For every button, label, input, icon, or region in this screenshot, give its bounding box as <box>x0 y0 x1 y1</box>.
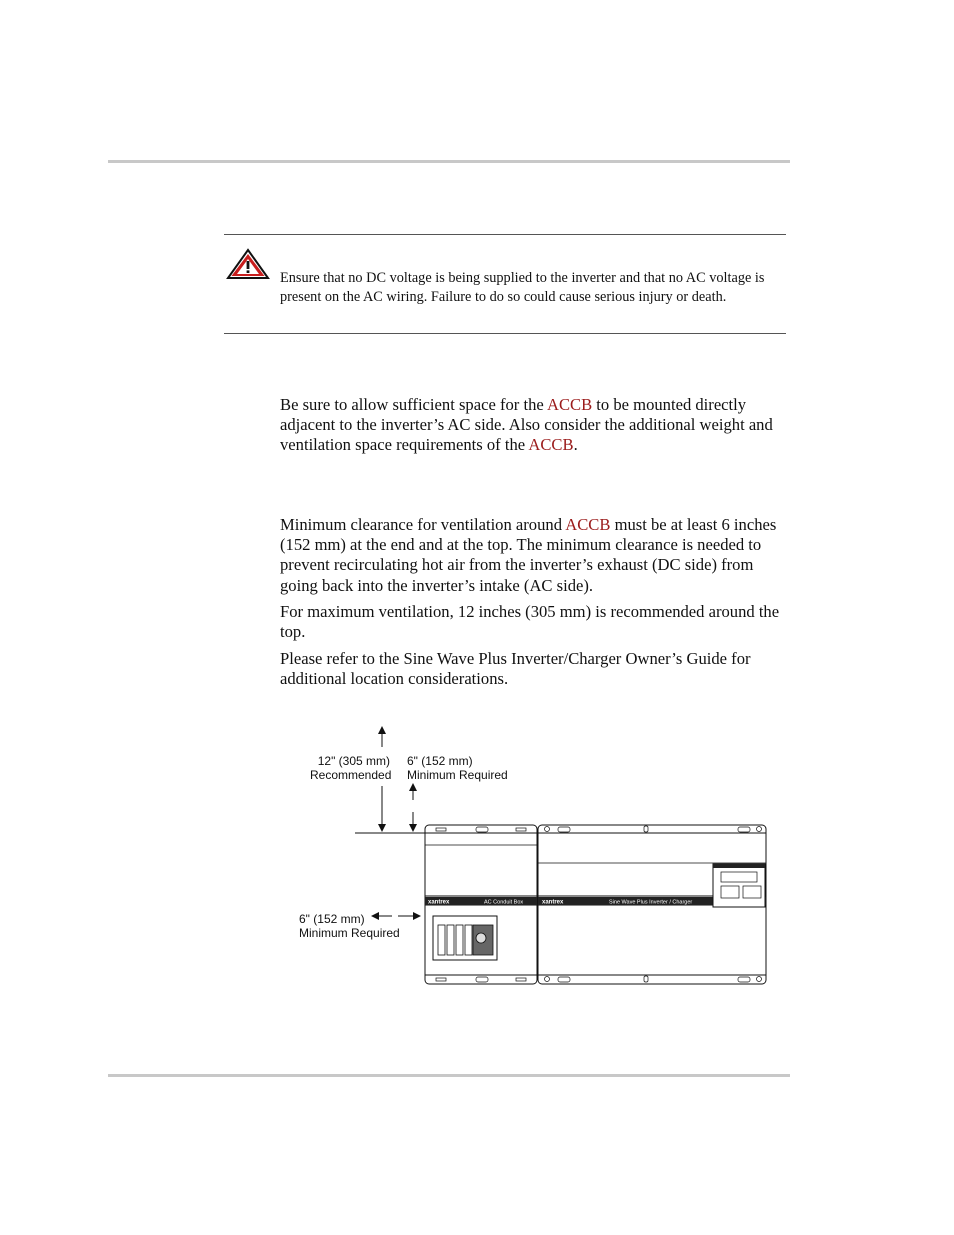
accb-link[interactable]: ACCB <box>546 395 593 414</box>
accb-brand: xantrex <box>428 899 450 906</box>
warning-text: Ensure that no DC voltage is being supplied to the inverter and that no AC voltage is present on the AC wiring. Failure to do so could cause serious injury or death. <box>280 270 765 305</box>
end-minimum-callout: 6" (152 mm) Minimum Required <box>299 912 400 940</box>
accb-link[interactable]: ACCB <box>528 435 574 455</box>
paragraph-accb-space: Be sure to allow sufficient space for the ACCB to be mounted directly adjacent to the inverter’s AC side. Also consider the additional weight and ventilation space requirements of the ACCB. <box>280 395 773 455</box>
paragraph-clearance: Minimum clearance for ventilation around ACCB must be at least 6 inches (152 mm) at the end and at the top. The minimum clearance is needed to prevent recirculating hot air from the inverter’s exhaust (DC side) from going back into the inverter’s intake (AC side). <box>280 515 777 595</box>
accb-link[interactable]: ACCB <box>565 515 611 534</box>
paragraph-max-ventilation: For maximum ventilation, 12 inches (305 mm) is recommended around the top. <box>280 602 780 642</box>
inverter-brand: xantrex <box>542 899 564 906</box>
footer-rule <box>108 1074 790 1077</box>
inverter-label: Sine Wave Plus Inverter / Charger <box>609 899 693 906</box>
accb-label: AC Conduit Box <box>484 899 524 906</box>
top-minimum-callout: 6" (152 mm) Minimum Required <box>407 754 508 782</box>
paragraph-owners-guide: Please refer to the Sine Wave Plus Inverter/Charger Owner’s Guide for additional location considerations. <box>280 649 751 689</box>
top-recommended-callout: 12" (305 mm) Recommended <box>310 754 392 782</box>
